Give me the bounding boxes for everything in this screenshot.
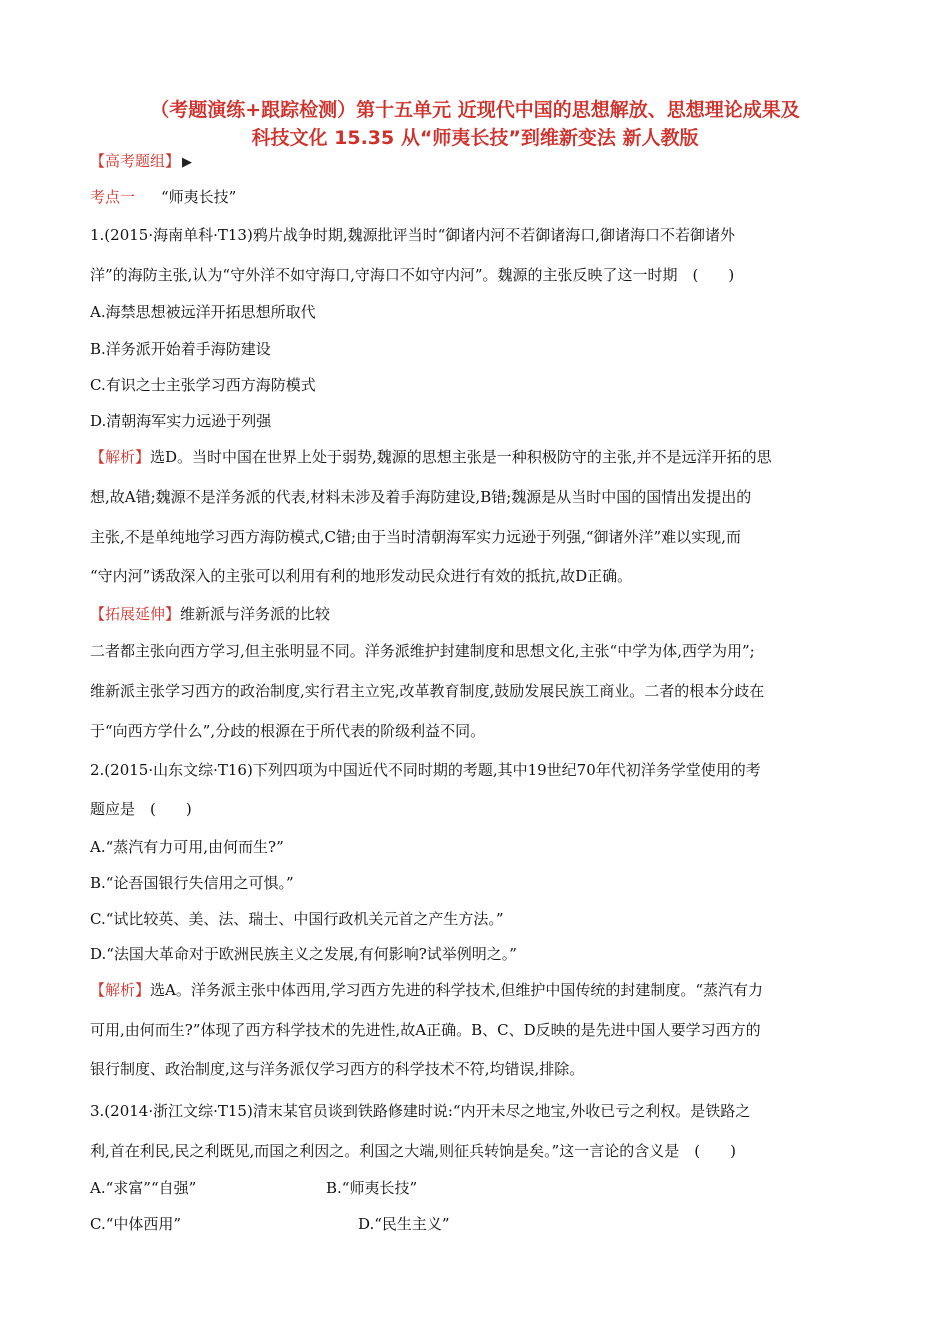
q2-option-b: B.“论吾国银行失信用之可惧。” <box>90 874 294 892</box>
q1-analysis-line-2: 想,故A错;魏源不是洋务派的代表,材料未涉及着手海防建设,B错;魏源是从当时中国的国情出发提出的 <box>90 488 752 506</box>
q1-extension-line-2: 维新派主张学习西方的政治制度,实行君主立宪,改革教育制度,鼓励发展民族工商业。二者的根本分歧在 <box>90 682 765 700</box>
title-line-2: 科技文化 15.35 从“师夷长技”到维新变法 新人教版 <box>251 127 699 149</box>
q1-extension-line-3: 于“向西方学什么”,分歧的根源在于所代表的阶级利益不同。 <box>90 722 486 740</box>
q1-analysis-line-3: 主张,不是单纯地学习西方海防模式,C错;由于当时清朝海军实力远逊于列强,“御诸外洋”难以实现,而 <box>90 528 741 546</box>
q3-option-d: D.“民生主义” <box>358 1215 450 1233</box>
q3-option-b: B.“师夷长技” <box>326 1179 418 1197</box>
q2-stem-line-2: 题应是 ( ) <box>90 800 192 818</box>
q2-analysis-line-3: 银行制度、政治制度,这与洋务派仅学习西方的科学技术不符,均错误,排除。 <box>90 1060 585 1078</box>
q1-extension-heading <box>90 603 330 624</box>
q1-option-b: B.洋务派开始着手海防建设 <box>90 340 271 358</box>
analysis-text: 选A。洋务派主张中体西用,学习西方先进的科学技术,但维护中国传统的封建制度。“蒸汽有力 <box>150 981 764 999</box>
q2-analysis-line-1 <box>90 979 763 1000</box>
extension-tag: 【拓展延伸】 <box>90 605 181 623</box>
kaodian-heading <box>90 186 236 207</box>
page-title <box>60 96 890 152</box>
q1-analysis-line-4: “守内河”诱敌深入的主张可以利用有利的地形发动民众进行有效的抵抗,故D正确。 <box>90 567 633 585</box>
kaodian-label: 考点一 <box>90 188 136 206</box>
q2-option-a: A.“蒸汽有力可用,由何而生?” <box>90 838 284 856</box>
q2-option-c: C.“试比较英、美、法、瑞士、中国行政机关元首之产生方法。” <box>90 910 504 928</box>
analysis-text: 选D。当时中国在世界上处于弱势,魏源的思想主张是一种积极防守的主张,并不是远洋开拓的思 <box>150 448 772 466</box>
q1-extension-line-1: 二者都主张向西方学习,但主张明显不同。洋务派维护封建制度和思想文化,主张“中学为体,西学为用”; <box>90 642 755 660</box>
q1-option-d: D.清朝海军实力远逊于列强 <box>90 412 272 430</box>
q1-option-c: C.有识之士主张学习西方海防模式 <box>90 376 316 394</box>
q2-analysis-line-2: 可用,由何而生?”体现了西方科学技术的先进性,故A正确。B、C、D反映的是先进中国人要学习西方的 <box>90 1021 761 1039</box>
q3-option-c: C.“中体西用” <box>90 1215 182 1233</box>
analysis-tag: 【解析】 <box>90 981 151 999</box>
q1-stem-line-2: 洋”的海防主张,认为“守外洋不如守海口,守海口不如守内河”。魏源的主张反映了这一时期 ( ) <box>90 266 735 284</box>
q2-option-d: D.“法国大革命对于欧洲民族主义之发展,有何影响?试举例明之。” <box>90 945 517 963</box>
section-label: 【高考题组】 <box>90 152 181 170</box>
title-line-1: （考题演练+跟踪检测）第十五单元 近现代中国的思想解放、思想理论成果及 <box>150 99 800 121</box>
q3-option-a: A.“求富”“自强” <box>90 1179 197 1197</box>
q3-stem-line-2: 利,首在利民,民之利既见,而国之利因之。利国之大端,则征兵转饷是矣。”这一言论的含义是 ( ) <box>90 1142 736 1160</box>
q1-option-a: A.海禁思想被远洋开拓思想所取代 <box>90 303 316 321</box>
play-arrow-icon: ▶ <box>182 155 193 170</box>
kaodian-text: “师夷长技” <box>161 188 237 206</box>
q2-stem-line-1: 2.(2015·山东文综·T16)下列四项为中国近代不同时期的考题,其中19世纪70年代初洋务学堂使用的考 <box>90 761 761 779</box>
extension-title: 维新派与洋务派的比较 <box>180 605 331 623</box>
q1-analysis-line-1 <box>90 446 772 467</box>
q3-stem-line-1: 3.(2014·浙江文综·T15)清末某官员谈到铁路修建时说:“内开未尽之地宝,外收已亏之利权。是铁路之 <box>90 1102 751 1120</box>
analysis-tag: 【解析】 <box>90 448 151 466</box>
section-header <box>90 150 192 171</box>
q1-stem-line-1: 1.(2015·海南单科·T13)鸦片战争时期,魏源批评当时“御诸内河不若御诸海口,御诸海口不若御诸外 <box>90 226 736 244</box>
